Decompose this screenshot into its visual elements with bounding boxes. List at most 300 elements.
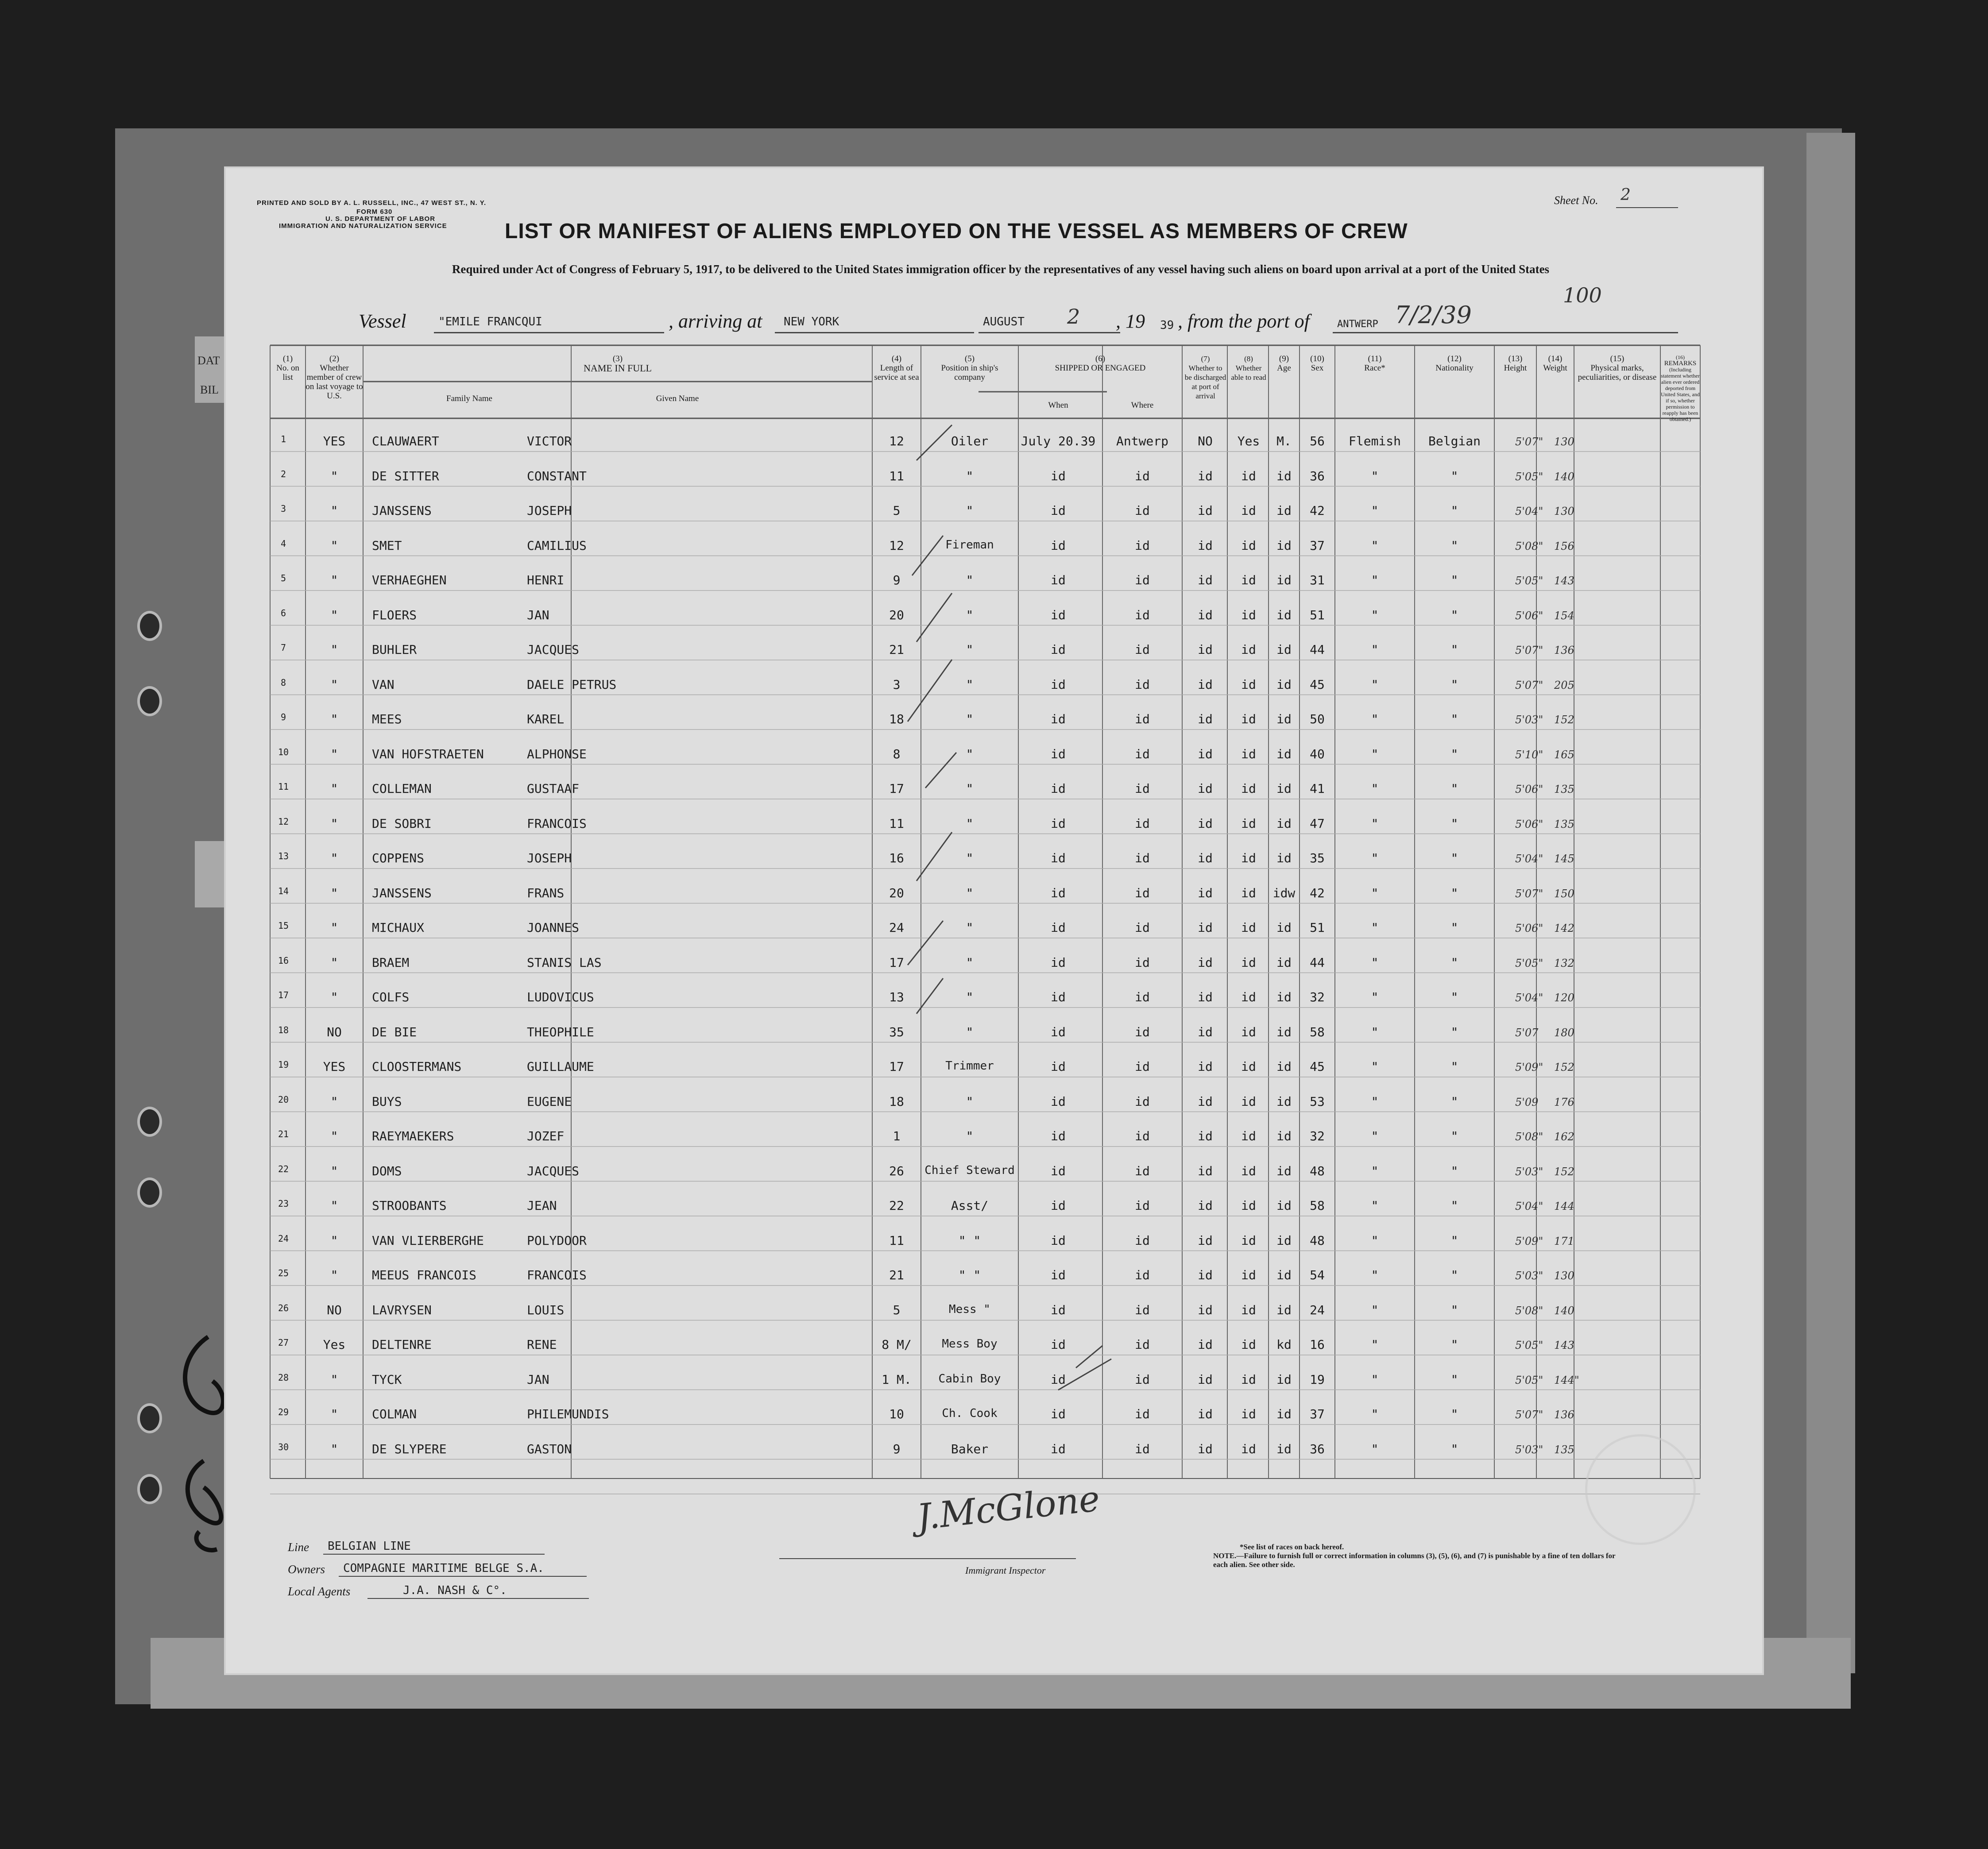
cell-disch: id xyxy=(1198,538,1213,553)
cell-weight: 152 xyxy=(1554,1061,1574,1073)
cell-position: " xyxy=(966,920,974,935)
cell-position: " xyxy=(966,746,974,761)
cell-given: LUDOVICUS xyxy=(527,990,594,1004)
cell-race: " xyxy=(1371,746,1379,761)
cell-read: id xyxy=(1241,642,1256,657)
cell-position: Mess " xyxy=(949,1302,990,1316)
cell-age: id xyxy=(1276,1198,1292,1213)
cell-weight: 152 xyxy=(1554,714,1574,726)
cell-position: Trimmer xyxy=(945,1059,994,1073)
arrival-year: 39 xyxy=(1160,319,1174,332)
cell-height: 5'03" xyxy=(1515,714,1543,726)
cell-no: 27 xyxy=(278,1337,289,1348)
cell-where: id xyxy=(1135,538,1150,553)
cell-weight: 143 xyxy=(1554,1339,1574,1351)
cell-weight: 135 xyxy=(1554,783,1574,795)
cell-race: " xyxy=(1371,503,1379,518)
cell-read: id xyxy=(1241,851,1256,865)
page-title: LIST OR MANIFEST OF ALIENS EMPLOYED ON THE VESSEL AS MEMBERS OF CREW xyxy=(505,220,1408,243)
cell-when: id xyxy=(1051,1268,1066,1282)
cell-nat: Belgian xyxy=(1428,434,1481,448)
cell-sex: 54 xyxy=(1310,1268,1325,1282)
cell-read: id xyxy=(1241,503,1256,518)
cell-age: id xyxy=(1276,503,1292,518)
inspector-underline xyxy=(779,1558,1076,1559)
cell-race: " xyxy=(1371,573,1379,587)
vessel-label: Vessel xyxy=(359,310,406,332)
cell-disch: id xyxy=(1198,920,1213,935)
cell-height: 5'05" xyxy=(1515,957,1543,969)
cell-age: idw xyxy=(1272,885,1296,900)
cell-nat: " xyxy=(1450,1233,1458,1248)
cell-family: DOMS xyxy=(372,1163,402,1178)
cell-family: JANSSENS xyxy=(372,885,432,900)
cell-sex: 44 xyxy=(1310,955,1325,970)
cell-nat: " xyxy=(1450,1094,1458,1109)
cell-no: 24 xyxy=(278,1233,289,1244)
cell-prev: " xyxy=(330,1233,338,1248)
cell-service: 10 xyxy=(889,1407,904,1421)
cell-no: 18 xyxy=(278,1024,289,1035)
cell-age: id xyxy=(1276,1129,1292,1143)
cell-read: id xyxy=(1241,816,1256,831)
punch-hole xyxy=(137,686,162,716)
cell-sex: 19 xyxy=(1310,1372,1325,1387)
printer-credit: PRINTED AND SOLD BY A. L. RUSSELL, INC., 47 WEST ST., N. Y. xyxy=(257,199,487,207)
cell-when: id xyxy=(1051,1407,1066,1421)
cell-height: 5'07" xyxy=(1515,436,1543,448)
cell-sex: 42 xyxy=(1310,885,1325,900)
cell-when: id xyxy=(1051,955,1066,970)
cell-family: COLMAN xyxy=(372,1407,417,1421)
arriving-label: , arriving at xyxy=(669,310,762,332)
cell-given: RENE xyxy=(527,1337,557,1352)
cell-height: 5'07 xyxy=(1515,1026,1539,1039)
cell-disch: id xyxy=(1198,677,1213,692)
owners-underline xyxy=(339,1576,587,1577)
cell-age: id xyxy=(1276,573,1292,587)
cell-position: " xyxy=(966,955,974,970)
cell-weight: 130 xyxy=(1554,436,1574,448)
cell-prev: " xyxy=(330,1372,338,1387)
cell-given: KAREL xyxy=(527,712,565,726)
cell-weight: 144 xyxy=(1554,1200,1574,1212)
cell-nat: " xyxy=(1450,1441,1458,1456)
cell-disch: id xyxy=(1198,990,1213,1004)
cell-where: id xyxy=(1135,1407,1150,1421)
cell-service: 17 xyxy=(889,955,904,970)
arrival-month: AUGUST xyxy=(983,315,1025,328)
cell-where: id xyxy=(1135,1337,1150,1352)
cell-service: 12 xyxy=(889,434,904,448)
cell-position: " xyxy=(966,1129,974,1143)
cell-height: 5'06" xyxy=(1515,818,1543,830)
cell-given: VICTOR xyxy=(527,434,572,448)
cell-height: 5'07" xyxy=(1515,644,1543,656)
cell-sex: 51 xyxy=(1310,607,1325,622)
cell-where: id xyxy=(1135,1302,1150,1317)
cell-height: 5'04" xyxy=(1515,505,1543,517)
cell-where: id xyxy=(1135,677,1150,692)
cell-when: id xyxy=(1051,990,1066,1004)
cell-sex: 56 xyxy=(1310,434,1325,448)
cell-age: id xyxy=(1276,1302,1292,1317)
cell-when: id xyxy=(1051,1337,1066,1352)
col-header-sex: (10) Sex xyxy=(1310,354,1324,373)
cell-prev: " xyxy=(330,503,338,518)
cell-given: FRANS xyxy=(527,885,565,900)
cell-when: July 20.39 xyxy=(1021,434,1096,448)
cell-age: id xyxy=(1276,746,1292,761)
cell-family: COLLEMAN xyxy=(372,781,432,796)
cell-disch: id xyxy=(1198,1233,1213,1248)
cell-height: 5'09" xyxy=(1515,1235,1543,1247)
cell-when: id xyxy=(1051,1198,1066,1213)
cell-read: id xyxy=(1241,1407,1256,1421)
col-header-service: (4) Length of service at sea xyxy=(874,354,919,382)
sheet-label: Sheet No. xyxy=(1554,194,1598,207)
cell-read: id xyxy=(1241,1233,1256,1248)
cell-race: " xyxy=(1371,1233,1379,1248)
cell-family: SMET xyxy=(372,538,402,553)
cell-where: id xyxy=(1135,712,1150,726)
col-header-height: (13) Height xyxy=(1504,354,1527,373)
cell-given: GUSTAAF xyxy=(527,781,580,796)
cell-sex: 35 xyxy=(1310,851,1325,865)
cell-given: JACQUES xyxy=(527,1163,580,1178)
col-header-no: (1) No. on list xyxy=(276,354,299,382)
col-header-when: When xyxy=(1048,401,1068,410)
cell-read: id xyxy=(1241,955,1256,970)
cell-read: id xyxy=(1241,1268,1256,1282)
cell-prev: NO xyxy=(327,1024,342,1039)
cell-no: 5 xyxy=(280,573,286,583)
cell-where: id xyxy=(1135,781,1150,796)
cell-when: id xyxy=(1051,816,1066,831)
cell-position: " xyxy=(966,677,974,692)
cell-sex: 58 xyxy=(1310,1024,1325,1039)
cell-sex: 53 xyxy=(1310,1094,1325,1109)
col-header-shipped: (6) SHIPPED OR ENGAGED xyxy=(1055,354,1146,373)
cell-no: 11 xyxy=(278,781,289,792)
arrival-port: NEW YORK xyxy=(784,315,839,328)
cell-sex: 32 xyxy=(1310,1129,1325,1143)
cell-position: " xyxy=(966,1024,974,1039)
cell-weight: 150 xyxy=(1554,887,1574,900)
cell-given: JEAN xyxy=(527,1198,557,1213)
cell-no: 15 xyxy=(278,920,289,931)
cell-service: 22 xyxy=(889,1198,904,1213)
cell-no: 14 xyxy=(278,885,289,896)
punch-hole xyxy=(137,1177,162,1208)
agents-label: Local Agents xyxy=(288,1585,351,1598)
punch-hole xyxy=(137,1107,162,1137)
cell-age: M. xyxy=(1276,434,1292,448)
cell-given: JACQUES xyxy=(527,642,580,657)
cell-sex: 41 xyxy=(1310,781,1325,796)
punch-hole xyxy=(137,1403,162,1433)
cell-family: MEEUS FRANCOIS xyxy=(372,1268,477,1282)
cell-height: 5'04" xyxy=(1515,1200,1543,1212)
cell-prev: NO xyxy=(327,1302,342,1317)
cell-read: id xyxy=(1241,468,1256,483)
cell-position: " xyxy=(966,712,974,726)
cell-height: 5'03" xyxy=(1515,1270,1543,1282)
cell-where: id xyxy=(1135,885,1150,900)
cell-when: id xyxy=(1051,885,1066,900)
cell-height: 5'05" xyxy=(1515,1339,1543,1351)
cell-disch: NO xyxy=(1198,434,1213,448)
cell-service: 24 xyxy=(889,920,904,935)
side-label-date: DAT xyxy=(197,354,220,367)
cell-where: id xyxy=(1135,573,1150,587)
cell-position: " xyxy=(966,781,974,796)
cell-read: id xyxy=(1241,746,1256,761)
cell-position: Fireman xyxy=(945,538,994,552)
cell-race: Flemish xyxy=(1348,434,1401,448)
cell-where: id xyxy=(1135,1163,1150,1178)
punch-hole xyxy=(137,1474,162,1504)
cell-weight: 176 xyxy=(1554,1096,1574,1108)
cell-prev: " xyxy=(330,1094,338,1109)
cell-age: id xyxy=(1276,851,1292,865)
cell-nat: " xyxy=(1450,955,1458,970)
cell-prev: " xyxy=(330,885,338,900)
cell-sex: 58 xyxy=(1310,1198,1325,1213)
cell-service: 5 xyxy=(893,1302,901,1317)
cell-service: 17 xyxy=(889,781,904,796)
cell-family: LAVRYSEN xyxy=(372,1302,432,1317)
cell-nat: " xyxy=(1450,1407,1458,1421)
owners-value: COMPAGNIE MARITIME BELGE S.A. xyxy=(343,1562,544,1575)
cell-given: GUILLAUME xyxy=(527,1059,594,1074)
cell-weight: 135 xyxy=(1554,818,1574,830)
cell-sex: 47 xyxy=(1310,816,1325,831)
cell-sex: 51 xyxy=(1310,920,1325,935)
cell-when: id xyxy=(1051,1163,1066,1178)
cell-prev: " xyxy=(330,1407,338,1421)
cell-height: 5'06" xyxy=(1515,922,1543,934)
cell-height: 5'03" xyxy=(1515,1165,1543,1178)
cell-race: " xyxy=(1371,1441,1379,1456)
cell-nat: " xyxy=(1450,1198,1458,1213)
cell-nat: " xyxy=(1450,538,1458,553)
cell-read: id xyxy=(1241,573,1256,587)
cell-when: id xyxy=(1051,1302,1066,1317)
cell-when: id xyxy=(1051,1441,1066,1456)
cell-where: id xyxy=(1135,1268,1150,1282)
cell-when: id xyxy=(1051,1059,1066,1074)
cell-sex: 36 xyxy=(1310,468,1325,483)
cell-service: 18 xyxy=(889,1094,904,1109)
inspector-signature: J.McGlone xyxy=(915,1478,1102,1538)
cell-given: JOSEPH xyxy=(527,851,572,865)
cell-service: 11 xyxy=(889,1233,904,1248)
cell-disch: id xyxy=(1198,607,1213,622)
cell-disch: id xyxy=(1198,573,1213,587)
cell-family: DE SITTER xyxy=(372,468,439,483)
cell-race: " xyxy=(1371,1337,1379,1352)
cell-sex: 42 xyxy=(1310,503,1325,518)
cell-weight: 132 xyxy=(1554,957,1574,969)
cell-race: " xyxy=(1371,816,1379,831)
service-name: IMMIGRATION AND NATURALIZATION SERVICE xyxy=(279,222,447,230)
cell-family: DELTENRE xyxy=(372,1337,432,1352)
cell-no: 23 xyxy=(278,1198,289,1209)
cell-height: 5'05" xyxy=(1515,1374,1543,1386)
cell-weight: 135 xyxy=(1554,1443,1574,1456)
cell-when: id xyxy=(1051,573,1066,587)
cell-no: 8 xyxy=(280,677,286,688)
cell-race: " xyxy=(1371,1407,1379,1421)
cell-service: 11 xyxy=(889,468,904,483)
cell-position: Mess Boy xyxy=(942,1337,998,1351)
cell-height: 5'03" xyxy=(1515,1443,1543,1456)
cell-disch: id xyxy=(1198,1094,1213,1109)
cell-no: 4 xyxy=(280,538,286,549)
cell-nat: " xyxy=(1450,607,1458,622)
cell-where: id xyxy=(1135,468,1150,483)
cell-read: id xyxy=(1241,1372,1256,1387)
cell-service: 17 xyxy=(889,1059,904,1074)
cell-nat: " xyxy=(1450,1337,1458,1352)
cell-age: id xyxy=(1276,468,1292,483)
cell-family: STROOBANTS xyxy=(372,1198,447,1213)
cell-when: id xyxy=(1051,781,1066,796)
cell-when: id xyxy=(1051,712,1066,726)
cell-race: " xyxy=(1371,1198,1379,1213)
agents-value: J.A. NASH & C°. xyxy=(403,1584,507,1597)
cell-sex: 45 xyxy=(1310,677,1325,692)
col-header-age: (9) Age xyxy=(1277,354,1291,373)
cell-age: id xyxy=(1276,1024,1292,1039)
cell-race: " xyxy=(1371,1129,1379,1143)
cell-read: id xyxy=(1241,1337,1256,1352)
cell-given: STANIS LAS xyxy=(527,955,602,970)
cell-disch: id xyxy=(1198,1337,1213,1352)
cell-no: 10 xyxy=(278,746,289,757)
corner-mark: 100 xyxy=(1563,283,1602,307)
cell-disch: id xyxy=(1198,642,1213,657)
cell-nat: " xyxy=(1450,642,1458,657)
cell-read: id xyxy=(1241,1198,1256,1213)
cell-given: EUGENE xyxy=(527,1094,572,1109)
cell-given: JOZEF xyxy=(527,1129,565,1143)
cell-where: id xyxy=(1135,1372,1150,1387)
cell-position: " xyxy=(966,573,974,587)
cell-weight: 144" xyxy=(1554,1374,1579,1386)
vessel-name: "EMILE FRANCQUI xyxy=(438,315,542,328)
cell-prev: " xyxy=(330,781,338,796)
cell-family: RAEYMAEKERS xyxy=(372,1129,454,1143)
cell-weight: 152 xyxy=(1554,1165,1574,1178)
cell-given: JAN xyxy=(527,607,549,622)
department-name: U. S. DEPARTMENT OF LABOR xyxy=(325,215,436,223)
cell-prev: " xyxy=(330,468,338,483)
cell-no: 1 xyxy=(280,434,286,444)
cell-no: 20 xyxy=(278,1094,289,1105)
cell-disch: id xyxy=(1198,1372,1213,1387)
cell-family: CLOOSTERMANS xyxy=(372,1059,462,1074)
cell-sex: 37 xyxy=(1310,1407,1325,1421)
cell-disch: id xyxy=(1198,955,1213,970)
cell-weight: 156 xyxy=(1554,540,1574,552)
cell-nat: " xyxy=(1450,712,1458,726)
cell-read: id xyxy=(1241,1129,1256,1143)
from-port-label: , from the port of xyxy=(1178,310,1310,332)
cell-age: id xyxy=(1276,642,1292,657)
col-header-position: (5) Position in ship's company xyxy=(941,354,998,382)
cell-disch: id xyxy=(1198,1198,1213,1213)
cell-family: DE SLYPERE xyxy=(372,1441,447,1456)
cell-disch: id xyxy=(1198,746,1213,761)
cell-nat: " xyxy=(1450,781,1458,796)
cell-service: 26 xyxy=(889,1163,904,1178)
cell-height: 5'07" xyxy=(1515,887,1543,900)
cell-disch: id xyxy=(1198,816,1213,831)
cell-family: TYCK xyxy=(372,1372,402,1387)
cell-sex: 44 xyxy=(1310,642,1325,657)
cell-where: id xyxy=(1135,503,1150,518)
cell-age: id xyxy=(1276,1094,1292,1109)
cell-no: 3 xyxy=(280,503,286,514)
cell-weight: 130 xyxy=(1554,505,1574,517)
cell-prev: " xyxy=(330,712,338,726)
cell-where: id xyxy=(1135,955,1150,970)
cell-race: " xyxy=(1371,1372,1379,1387)
cell-family: CLAUWAERT xyxy=(372,434,439,448)
cell-sex: 32 xyxy=(1310,990,1325,1004)
cell-read: id xyxy=(1241,885,1256,900)
cell-sex: 36 xyxy=(1310,1441,1325,1456)
cell-service: 8 M/ xyxy=(882,1337,912,1352)
cell-when: id xyxy=(1051,607,1066,622)
cell-prev: " xyxy=(330,607,338,622)
cell-nat: " xyxy=(1450,1129,1458,1143)
cell-height: 5'08" xyxy=(1515,1131,1543,1143)
cell-position: " xyxy=(966,1094,974,1109)
cell-when: id xyxy=(1051,468,1066,483)
cell-no: 6 xyxy=(280,607,286,618)
cell-read: id xyxy=(1241,1059,1256,1074)
col-header-name: (3) NAME IN FULL xyxy=(584,354,652,374)
cell-nat: " xyxy=(1450,468,1458,483)
cell-age: id xyxy=(1276,712,1292,726)
cell-disch: id xyxy=(1198,1441,1213,1456)
cell-position: " xyxy=(966,816,974,831)
cell-age: kd xyxy=(1276,1337,1292,1352)
cell-sex: 50 xyxy=(1310,712,1325,726)
cell-race: " xyxy=(1371,468,1379,483)
col-header-race: (11) Race* xyxy=(1364,354,1385,373)
cell-read: id xyxy=(1241,1302,1256,1317)
cell-weight: 180 xyxy=(1554,1026,1574,1039)
col-header-where: Where xyxy=(1131,401,1154,410)
cell-prev: YES xyxy=(323,434,346,448)
cell-nat: " xyxy=(1450,1163,1458,1178)
cell-no: 7 xyxy=(280,642,286,653)
cell-where: Antwerp xyxy=(1116,434,1169,448)
cell-position: " xyxy=(966,468,974,483)
cell-race: " xyxy=(1371,642,1379,657)
race-note: *See list of races on back hereof. xyxy=(1240,1543,1344,1551)
cell-where: id xyxy=(1135,746,1150,761)
cell-family: DE BIE xyxy=(372,1024,417,1039)
cell-age: id xyxy=(1276,1233,1292,1248)
manifest-page xyxy=(226,168,1762,1673)
cell-read: id xyxy=(1241,920,1256,935)
cell-read: id xyxy=(1241,1094,1256,1109)
